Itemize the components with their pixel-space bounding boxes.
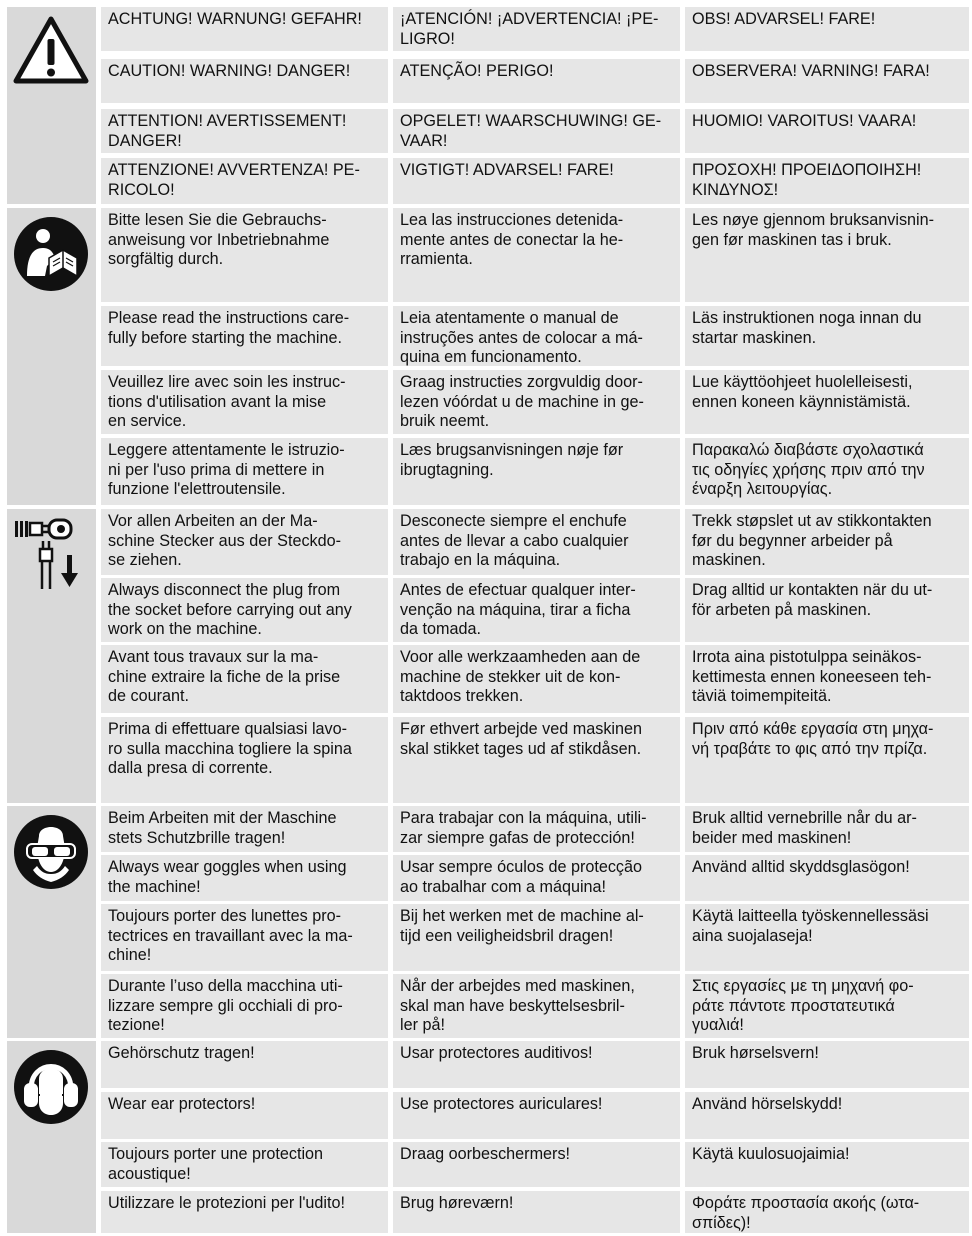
instruction-cell: Always disconnect the plug from the socket before carrying out any work on the machine. xyxy=(101,578,388,642)
instruction-cell: Toujours porter des lunettes pro- tectrices en travaillant avec la ma- chine! xyxy=(101,904,388,971)
instruction-cell: Πριν από κάθε εργασία στη μηχα- νή τραβάτε το φις από την πρίζα. xyxy=(685,717,969,803)
instruction-cell: Bruk hørselsvern! xyxy=(685,1041,969,1088)
instruction-cell: VIGTIGT! ADVARSEL! FARE! xyxy=(393,158,680,204)
instruction-cell: Använd hörselskydd! xyxy=(685,1092,969,1139)
instruction-cell: Φοράτε προστασία ακοής (ωτα- σπίδες)! xyxy=(685,1191,969,1233)
instruction-cell: ΠΡΟΣΟΧΗ! ΠΡΟΕΙΔΟΠΟΙΗΣΗ! ΚΙΝΔΥΝΟΣ! xyxy=(685,158,969,204)
instruction-cell: Käytä laitteella työskennellessäsi aina suojalaseja! xyxy=(685,904,969,971)
instruction-cell: ACHTUNG! WARNUNG! GEFAHR! xyxy=(101,7,388,51)
section-icon-column xyxy=(7,7,96,204)
instruction-cell: Käytä kuulosuojaimia! xyxy=(685,1142,969,1187)
warning-triangle-icon xyxy=(13,15,89,85)
instruction-cell: Antes de efectuar qualquer inter- venção na máquina, tirar a ficha da tomada. xyxy=(393,578,680,642)
instruction-cell: ATENÇÃO! PERIGO! xyxy=(393,59,680,103)
instruction-cell: Desconecte siempre el enchufe antes de llevar a cabo cualquier trabajo en la máquina. xyxy=(393,509,680,575)
instruction-cell: Les nøye gjennom bruksanvisnin- gen før maskinen tas i bruk. xyxy=(685,208,969,302)
instruction-cell: Always wear goggles when using the machine! xyxy=(101,855,388,901)
instruction-cell: Använd alltid skyddsglasögon! xyxy=(685,855,969,901)
safety-instructions-table xyxy=(7,7,969,1233)
instruction-cell: Toujours porter une protection acoustique! xyxy=(101,1142,388,1187)
safety-goggles-icon xyxy=(13,814,89,890)
ear-protection-icon xyxy=(13,1049,89,1125)
instruction-cell: Leggere attentamente le istruzio- ni per l'uso prima di mettere in funzione l'elettroutensile. xyxy=(101,438,388,505)
section-icon-column xyxy=(7,1041,96,1233)
instruction-cell: OBSERVERA! VARNING! FARA! xyxy=(685,59,969,103)
instruction-cell: Bij het werken met de machine al- tijd een veiligheidsbril dragen! xyxy=(393,904,680,971)
instruction-cell: Prima di effettuare qualsiasi lavo- ro sulla macchina togliere la spina dalla presa di corrente. xyxy=(101,717,388,803)
unplug-icon xyxy=(13,517,93,593)
read-manual-icon xyxy=(13,216,89,292)
instruction-cell: Durante l’uso della macchina uti- lizzare sempre gli occhiali di pro- tezione! xyxy=(101,974,388,1038)
instruction-cell: HUOMIO! VAROITUS! VAARA! xyxy=(685,109,969,153)
instruction-cell: Brug høreværn! xyxy=(393,1191,680,1233)
instruction-cell: Use protectores auriculares! xyxy=(393,1092,680,1139)
instruction-cell: Leia atentamente o manual de instruções antes de colocar a má- quina em funcionamento. xyxy=(393,306,680,366)
instruction-cell: Drag alltid ur kontakten när du ut- för arbeten på maskinen. xyxy=(685,578,969,642)
instruction-cell: Veuillez lire avec soin les instruc- tions d'utilisation avant la mise en service. xyxy=(101,370,388,434)
instruction-cell: ¡ATENCIÓN! ¡ADVERTENCIA! ¡PE- LIGRO! xyxy=(393,7,680,51)
instruction-cell: Vor allen Arbeiten an der Ma- schine Stecker aus der Steckdo- se ziehen. xyxy=(101,509,388,575)
instruction-cell: OPGELET! WAARSCHUWING! GE- VAAR! xyxy=(393,109,680,153)
instruction-cell: Når der arbejdes med maskinen, skal man have beskyttelsesbril- ler på! xyxy=(393,974,680,1038)
instruction-cell: Graag instructies zorgvuldig door- lezen vóórdat u de machine in ge- bruik neemt. xyxy=(393,370,680,434)
instruction-cell: Usar sempre óculos de protecção ao trabalhar com a máquina! xyxy=(393,855,680,901)
instruction-cell: Voor alle werkzaamheden aan de machine de stekker uit de kon- taktdoos trekken. xyxy=(393,645,680,713)
instruction-cell: Usar protectores auditivos! xyxy=(393,1041,680,1088)
instruction-cell: Utilizzare le protezioni per l'udito! xyxy=(101,1191,388,1233)
instruction-cell: Wear ear protectors! xyxy=(101,1092,388,1139)
instruction-cell: ATTENZIONE! AVVERTENZA! PE- RICOLO! xyxy=(101,158,388,204)
instruction-cell: Please read the instructions care- fully before starting the machine. xyxy=(101,306,388,366)
instruction-cell: Beim Arbeiten mit der Maschine stets Schutzbrille tragen! xyxy=(101,806,388,852)
instruction-cell: Avant tous travaux sur la ma- chine extraire la fiche de la prise de courant. xyxy=(101,645,388,713)
instruction-cell: CAUTION! WARNING! DANGER! xyxy=(101,59,388,103)
instruction-cell: Draag oorbeschermers! xyxy=(393,1142,680,1187)
instruction-cell: Στις εργασίες με τη μηχανή φο- ράτε πάντοτε προστατευτικά γυαλιά! xyxy=(685,974,969,1038)
instruction-cell: Irrota aina pistotulppa seinäkos- kettimesta ennen koneeseen teh- täviä toimempiteitä. xyxy=(685,645,969,713)
instruction-cell: Läs instruktionen noga innan du startar maskinen. xyxy=(685,306,969,366)
instruction-cell: Lue käyttöohjeet huolelleisesti, ennen koneen käynnistämistä. xyxy=(685,370,969,434)
instruction-cell: ATTENTION! AVERTISSEMENT! DANGER! xyxy=(101,109,388,153)
instruction-cell: Læs brugsanvisningen nøje før ibrugtagning. xyxy=(393,438,680,505)
instruction-cell: OBS! ADVARSEL! FARE! xyxy=(685,7,969,51)
instruction-cell: Lea las instrucciones detenida- mente antes de conectar la he- rramienta. xyxy=(393,208,680,302)
section-icon-column xyxy=(7,509,96,803)
instruction-cell: Para trabajar con la máquina, utili- zar siempre gafas de protección! xyxy=(393,806,680,852)
instruction-cell: Trekk støpslet ut av stikkontakten før du begynner arbeider på maskinen. xyxy=(685,509,969,575)
instruction-cell: Før ethvert arbejde ved maskinen skal stikket tages ud af stikdåsen. xyxy=(393,717,680,803)
section-icon-column xyxy=(7,208,96,505)
instruction-cell: Bitte lesen Sie die Gebrauchs- anweisung vor Inbetriebnahme sorgfältig durch. xyxy=(101,208,388,302)
instruction-cell: Παρακαλώ διαβάστε σχολαστικά τις οδηγίες χρήσης πριν από την έναρξη λειτουργίας. xyxy=(685,438,969,505)
instruction-cell: Bruk alltid vernebrille når du ar- beider med maskinen! xyxy=(685,806,969,852)
section-icon-column xyxy=(7,806,96,1038)
instruction-cell: Gehörschutz tragen! xyxy=(101,1041,388,1088)
